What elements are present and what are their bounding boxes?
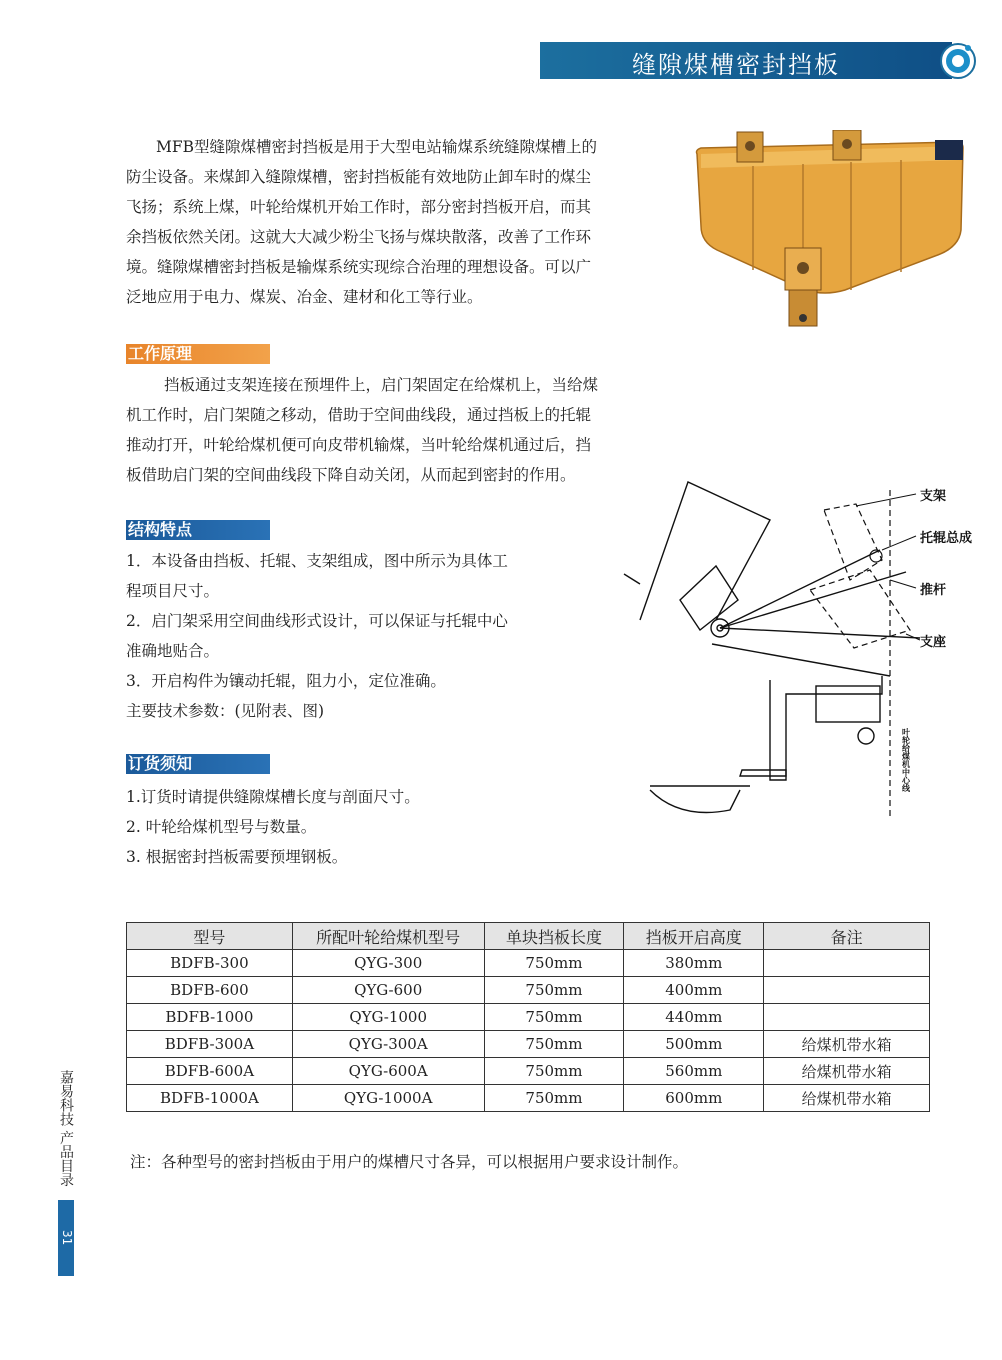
- table-row: [127, 1085, 930, 1112]
- table-cell: 750mm: [484, 950, 624, 977]
- label-push-rod: 推杆: [920, 583, 947, 598]
- table-header-row: [127, 923, 930, 950]
- table-cell: 500mm: [624, 1031, 764, 1058]
- table-cell: 400mm: [624, 977, 764, 1004]
- table-cell: 750mm: [484, 1058, 624, 1085]
- section-heading-structure: [126, 520, 270, 540]
- label-base: 支座: [920, 635, 947, 650]
- table-cell: BDFB-600A: [127, 1058, 293, 1085]
- table-cell: 750mm: [484, 1085, 624, 1112]
- heading-text: 订货须知: [128, 754, 193, 773]
- table-row: [127, 977, 930, 1004]
- table-header-cell: 型号: [127, 923, 293, 950]
- table-row: [127, 1058, 930, 1085]
- intro-paragraph: [126, 132, 646, 312]
- section-heading-principle: [126, 344, 270, 364]
- table-cell: QYG-1000: [292, 1004, 484, 1031]
- label-centerline: 叶轮给煤机中心线: [901, 728, 911, 792]
- structure-paragraph: [126, 546, 606, 726]
- page-number: 31: [60, 1230, 74, 1246]
- intro-line: 泛地应用于电力、煤炭、冶金、建材和化工等行业。: [126, 288, 483, 306]
- table-cell: BDFB-1000: [127, 1004, 293, 1031]
- ordering-line: 1.订货时请提供缝隙煤槽长度与剖面尺寸。: [126, 788, 420, 806]
- heading-text: 结构特点: [128, 520, 193, 539]
- table-row: [127, 950, 930, 977]
- table-cell: 给煤机带水箱: [764, 1085, 930, 1112]
- principle-line: 机工作时，启门架随之移动，借助于空间曲线段，通过挡板上的托辊: [126, 406, 592, 424]
- table-row: [127, 1004, 930, 1031]
- table-cell: 380mm: [624, 950, 764, 977]
- label-bracket: 支架: [920, 489, 947, 504]
- structure-line: 2．启门架采用空间曲线形式设计，可以保证与托辊中心: [126, 612, 508, 630]
- intro-line: 境。缝隙煤槽密封挡板是输煤系统实现综合治理的理想设备。可以广: [126, 258, 592, 276]
- heading-text: 工作原理: [128, 344, 193, 363]
- table-cell: BDFB-600: [127, 977, 293, 1004]
- table-cell: [764, 977, 930, 1004]
- section-heading-ordering: [126, 754, 270, 774]
- ordering-line: 2. 叶轮给煤机型号与数量。: [126, 818, 317, 836]
- intro-line: 防尘设备。来煤卸入缝隙煤槽，密封挡板能有效地防止卸车时的煤尘: [126, 168, 592, 186]
- principle-line: 板借助启门架的空间曲线段下降自动关闭，从而起到密封的作用。: [126, 466, 576, 484]
- structure-line: 主要技术参数：(见附表、图): [126, 702, 325, 720]
- table-cell: QYG-600A: [292, 1058, 484, 1085]
- table-header-cell: 单块挡板长度: [484, 923, 624, 950]
- catalog-side-label: 嘉易科技 产品目录: [58, 1070, 74, 1187]
- table-cell: [764, 950, 930, 977]
- intro-line: 余挡板依然关闭。这就大大减少粉尘飞扬与煤块散落，改善了工作环: [126, 228, 592, 246]
- table-cell: 750mm: [484, 1004, 624, 1031]
- principle-paragraph: [126, 370, 646, 490]
- table-header-cell: 备注: [764, 923, 930, 950]
- table-cell: 给煤机带水箱: [764, 1031, 930, 1058]
- table-cell: [764, 1004, 930, 1031]
- principle-line: 推动打开，叶轮给煤机便可向皮带机输煤，当叶轮给煤机通过后，挡: [126, 436, 592, 454]
- structure-line: 准确地贴合。: [126, 642, 220, 660]
- page-title: 缝隙煤槽密封挡板: [632, 51, 840, 79]
- technical-diagram: [620, 480, 980, 830]
- structure-line: 1．本设备由挡板、托辊、支架组成，图中所示为具体工: [126, 552, 508, 570]
- table-cell: QYG-1000A: [292, 1085, 484, 1112]
- title-bar: [540, 42, 952, 79]
- table-cell: BDFB-300: [127, 950, 293, 977]
- table-cell: QYG-300A: [292, 1031, 484, 1058]
- structure-line: 3．开启构件为镶动托辊，阻力小，定位准确。: [126, 672, 446, 690]
- brand-logo-icon: [938, 40, 978, 80]
- structure-line: 程项目尺寸。: [126, 582, 220, 600]
- table-cell: 440mm: [624, 1004, 764, 1031]
- footnote: 注：各种型号的密封挡板由于用户的煤槽尺寸各异，可以根据用户要求设计制作。: [130, 1153, 689, 1171]
- product-photo: [695, 130, 965, 330]
- intro-line: MFB型缝隙煤槽密封挡板是用于大型电站输煤系统缝隙煤槽上的: [156, 138, 598, 156]
- table-cell: 750mm: [484, 977, 624, 1004]
- table-cell: 750mm: [484, 1031, 624, 1058]
- table-row: [127, 1031, 930, 1058]
- ordering-paragraph: [126, 782, 606, 872]
- table-cell: 给煤机带水箱: [764, 1058, 930, 1085]
- spec-table: [126, 922, 930, 1112]
- table-cell: 600mm: [624, 1085, 764, 1112]
- table-cell: BDFB-300A: [127, 1031, 293, 1058]
- table-header-cell: 挡板开启高度: [624, 923, 764, 950]
- intro-line: 飞扬；系统上煤，叶轮给煤机开始工作时，部分密封挡板开启，而其: [126, 198, 592, 216]
- table-cell: QYG-300: [292, 950, 484, 977]
- table-cell: QYG-600: [292, 977, 484, 1004]
- table-cell: 560mm: [624, 1058, 764, 1085]
- ordering-line: 3. 根据密封挡板需要预埋钢板。: [126, 848, 348, 866]
- label-roller: 托辊总成: [920, 531, 973, 546]
- principle-line: 挡板通过支架连接在预埋件上，启门架固定在给煤机上，当给煤: [164, 376, 599, 394]
- table-header-cell: 所配叶轮给煤机型号: [292, 923, 484, 950]
- table-cell: BDFB-1000A: [127, 1085, 293, 1112]
